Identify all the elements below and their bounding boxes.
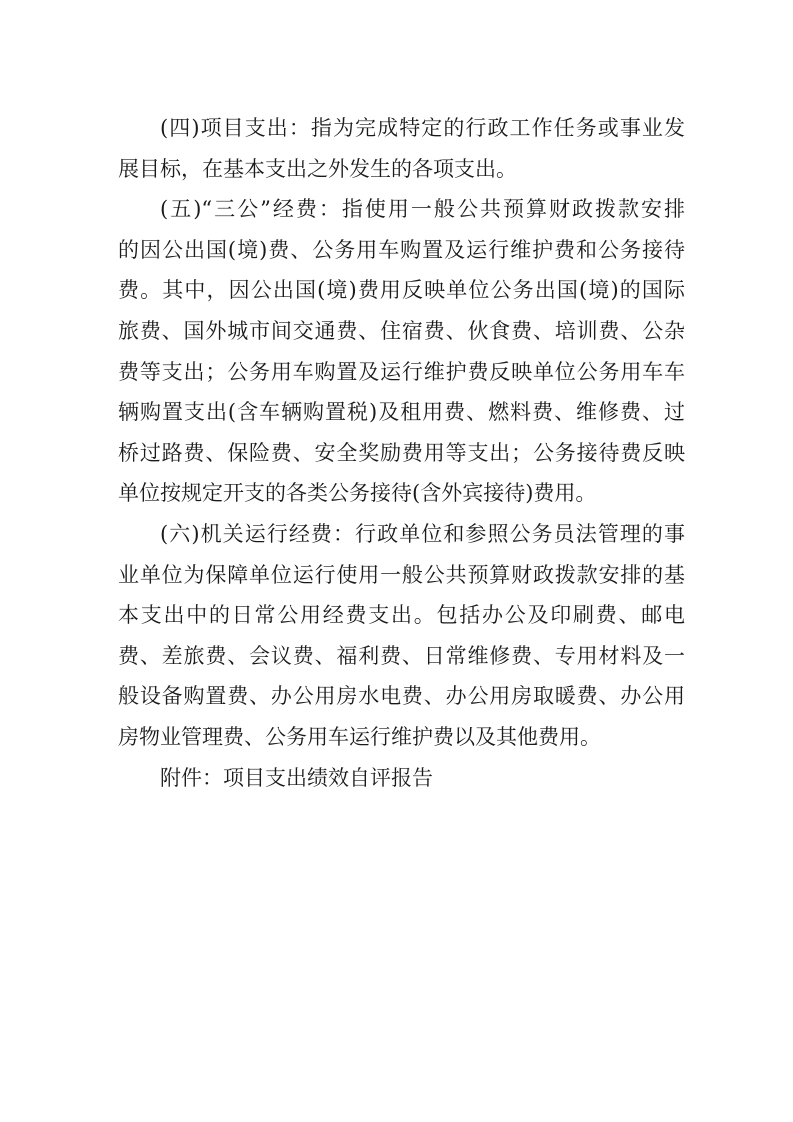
text-line: (五)“三公”经费：指使用一般公共预算财政拨款安排	[160, 197, 685, 222]
text-line: 房物业管理费、公务用车运行维护费以及其他费用。	[118, 724, 601, 749]
text-line: 辆购置支出(含车辆购置税)及租用费、燃料费、维修费、过	[118, 400, 685, 425]
text-line: (六)机关运行经费：行政单位和参照公务员法管理的事	[160, 521, 685, 546]
text-line: 费、差旅费、会议费、福利费、日常维修费、专用材料及一	[118, 643, 685, 668]
text-line: 旅费、国外城市间交通费、住宿费、伙食费、培训费、公杂	[118, 318, 685, 343]
text-line: 般设备购置费、办公用房水电费、办公用房取暖费、办公用	[118, 684, 685, 709]
text-line: 本支出中的日常公用经费支出。包括办公及印刷费、邮电	[118, 603, 685, 628]
text-line: 业单位为保障单位运行使用一般公共预算财政拨款安排的基	[118, 562, 685, 587]
text-line: 费。其中，因公出国(境)费用反映单位公务出国(境)的国际	[118, 278, 685, 303]
paragraph-organ-operation-expenses	[118, 514, 685, 758]
text-line: 费等支出；公务用车购置及运行维护费反映单位公务用车车	[118, 359, 685, 384]
paragraph-project-expenditure	[118, 108, 685, 189]
text-line: 的因公出国(境)费、公务用车购置及运行维护费和公务接待	[118, 237, 685, 262]
document-body	[118, 108, 685, 798]
paragraph-three-public-expenses	[118, 189, 685, 514]
text-line: 展目标，在基本支出之外发生的各项支出。	[118, 156, 517, 181]
attachment-label: 附件：项目支出绩效自评报告	[160, 765, 433, 790]
text-line: (四)项目支出：指为完成特定的行政工作任务或事业发	[160, 116, 685, 140]
attachment-note	[118, 758, 685, 799]
text-line: 桥过路费、保险费、安全奖励费用等支出；公务接待费反映	[118, 440, 685, 465]
text-line: 单位按规定开支的各类公务接待(含外宾接待)费用。	[118, 481, 597, 506]
